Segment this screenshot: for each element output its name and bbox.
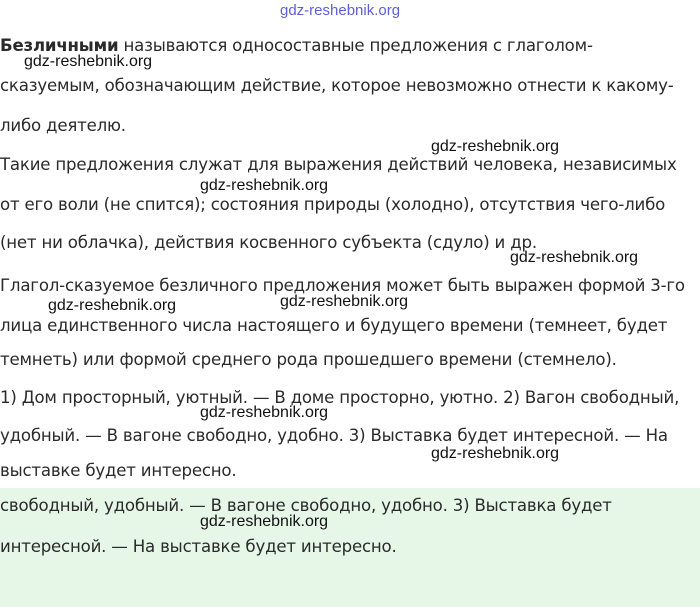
site-watermark-top: gdz-reshebnik.org: [280, 2, 401, 19]
examples-line-1: 1) Дом просторный, уютный. — В доме просторно, уютно. 2) Вагон свободный,: [0, 388, 680, 407]
watermark-overlay: gdz-reshebnik.org: [200, 513, 329, 530]
usage-line-1: Такие предложения служат для выражения действий человека, независимых: [0, 155, 677, 174]
watermark-overlay: gdz-reshebnik.org: [200, 404, 329, 421]
usage-line-3: (нет ни облачка), действия косвенного субъекта (сдуло) и др.: [0, 233, 537, 252]
definition-line-2: сказуемым, обозначающим действие, которое невозможно отнести к какому-: [0, 76, 674, 95]
answer-line-1: свободный, удобный. — В вагоне свободно, удобно. 3) Выставка будет: [0, 496, 612, 515]
watermark-overlay: gdz-reshebnik.org: [431, 138, 560, 155]
watermark-overlay: gdz-reshebnik.org: [280, 293, 409, 310]
definition-line-3: либо деятелю.: [0, 116, 126, 135]
usage-line-2: от его воли (не спится); состояния природы (холодно), отсутствия чего-либо: [0, 195, 666, 214]
watermark-overlay: gdz-reshebnik.org: [510, 249, 639, 266]
watermark-overlay: gdz-reshebnik.org: [200, 177, 329, 194]
watermark-overlay: gdz-reshebnik.org: [24, 53, 153, 70]
predicate-line-3: темнеть) или формой среднего рода прошедшего времени (стемнело).: [0, 350, 617, 369]
definition-text: называются односоставные предложения с глаголом-: [118, 36, 593, 55]
predicate-line-2: лица единственного числа настоящего и будущего времени (темнеет, будет: [0, 316, 668, 335]
term-bold: Безличными: [0, 36, 119, 55]
watermark-overlay: gdz-reshebnik.org: [431, 445, 560, 462]
watermark-overlay: gdz-reshebnik.org: [48, 297, 177, 314]
predicate-line-1: Глагол-сказуемое безличного предложения может быть выражен формой 3-го: [0, 276, 685, 295]
examples-line-2: удобный. — В вагоне свободно, удобно. 3) Выставка будет интересной. — На: [0, 426, 668, 445]
examples-line-3: выставке будет интересно.: [0, 461, 237, 480]
answer-line-2: интересной. — На выставке будет интересно.: [0, 537, 397, 556]
